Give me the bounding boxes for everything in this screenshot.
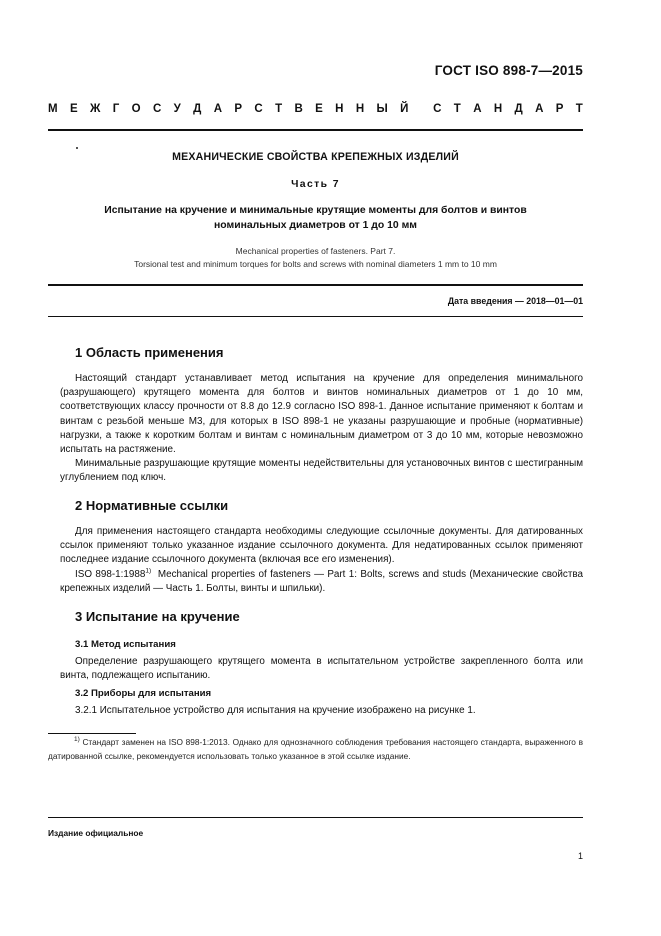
kind-letter: Т [275,103,283,115]
kind-letter: С [433,103,442,115]
reference-id: ISO 898-1:1988 [75,569,146,580]
subtitle-line-1: Испытание на кручение и минимальные крутящие моменты для болтов и винтов [104,205,527,216]
kind-letter: С [254,103,263,115]
intro-date: Дата введения — 2018—01—01 [447,296,583,306]
kind-letter: В [294,103,303,115]
english-title [48,245,583,270]
kind-letter: Г [112,103,120,115]
kind-letter: У [173,103,181,115]
section-1-paragraph-1 [60,372,583,457]
footnote-text: Стандарт заменен на ISO 898-1:2013. Однако для однозначного соблюдения требования настоящего стандарта, выраженного в датированной ссылке, рекомендуется использовать только указанное в этой ссылке издание. [48,737,583,761]
kind-letter: М [48,103,58,115]
normative-reference [60,568,583,596]
subtitle-line-2: номинальных диаметров от 1 до 10 мм [214,220,417,231]
standard-subtitle [48,203,583,233]
footnote-rule [48,733,136,734]
english-title-line-1: Mechanical properties of fasteners. Part 7. [235,246,396,256]
edition-label: Издание официальное [48,828,144,838]
footnote-marker: 1) [74,736,80,744]
subsection-3-2-1-text: 3.2.1 Испытательное устройство для испытания на кручение изображено на рисунке 1. [75,705,476,716]
subsection-3-1-heading: 3.1 Метод испытания [75,639,176,650]
kind-letter: Р [555,103,564,115]
kind-letter: Е [69,103,78,115]
section-2-paragraph-1 [60,525,583,568]
subsection-3-1-text: Определение разрушающего крутящего момента в испытательном устройстве закрепленного болта или винта, подлежащего испытанию. [60,656,583,682]
kind-letter: Д [193,103,202,115]
kind-letter: Т [453,103,461,115]
footnote [48,736,583,763]
standard-title: МЕХАНИЧЕСКИЕ СВОЙСТВА КРЕПЕЖНЫХ ИЗДЕЛИЙ [172,151,459,163]
section-1-heading: 1 Область применения [75,345,224,360]
kind-letter: Р [234,103,243,115]
reference-footnote-mark: 1) [145,567,152,575]
kind-letter: Й [400,103,409,115]
kind-letter: А [473,103,482,115]
kind-letter: Н [355,103,365,115]
kind-letter: Т [575,103,583,115]
reference-text: Mechanical properties of fasteners — Part 1: Bolts, screws and studs (Механические свойства крепежных изделий — Часть 1. Болты, винты и шпильки). [60,569,583,595]
subsection-3-2-1-paragraph [60,704,583,718]
kind-letter: А [213,103,223,115]
header-rule [48,129,583,131]
date-rule [48,316,583,317]
kind-letter: Н [335,103,344,115]
subsection-3-1-paragraph [60,655,583,683]
kind-letter: Ж [89,103,101,115]
kind-letter: С [152,103,162,115]
kind-letter: Е [315,103,323,115]
subsection-3-2-heading: 3.2 Приборы для испытания [75,688,212,699]
section-1-paragraph-2-text: Минимальные разрушающие крутящие моменты недействительны для установочных винтов с шестигранным углублением под ключ. [60,458,583,484]
kind-letter: Д [514,103,523,115]
section-2-heading: 2 Нормативные ссылки [75,498,229,513]
kind-letter: Ы [376,103,388,115]
standard-kind-heading [48,103,583,115]
section-1-paragraph-2 [60,457,583,485]
section-1-paragraph-1-text: Настоящий стандарт устанавливает метод испытания на кручение для определения минимального (разрушающего) крутящего момента для болтов и винтов номинальных диаметров от 1 до 10 мм, соответствующих классу прочности от 8.8 до 12.9 согласно ISO 898-1. Данное испытание применяют к болтам и винтам с резьбой меньше М3, для которых в ISO 898-1 не указаны разрушающие и пробные (нормативные) нагрузки, а также к коротким болтам и винтам с номинальным диаметром от 3 до 10 мм, которые невозможно испытать на растяжение. [60,373,583,456]
scan-dot [76,147,78,149]
section-3-heading: 3 Испытание на кручение [75,609,240,624]
kind-letter: А [535,103,544,115]
english-title-line-2: Torsional test and minimum torques for bolts and screws with nominal diameters 1 mm to 10 mm [134,258,497,269]
kind-letter: Н [493,103,503,115]
document-code: ГОСТ ISO 898-7—2015 [434,63,583,78]
footer-rule [48,817,583,818]
title-rule [48,284,583,286]
kind-letter: О [131,103,141,115]
section-2-paragraph-1-text: Для применения настоящего стандарта необходимы следующие ссылочные документы. Для датированных ссылок применяют только указанное издание ссылочного документа. Для недатированных ссылок применяют последнее издание ссылочного документа (включая все его изменения). [60,526,583,566]
page-number: 1 [577,851,583,861]
part-label: Часть 7 [291,179,340,190]
